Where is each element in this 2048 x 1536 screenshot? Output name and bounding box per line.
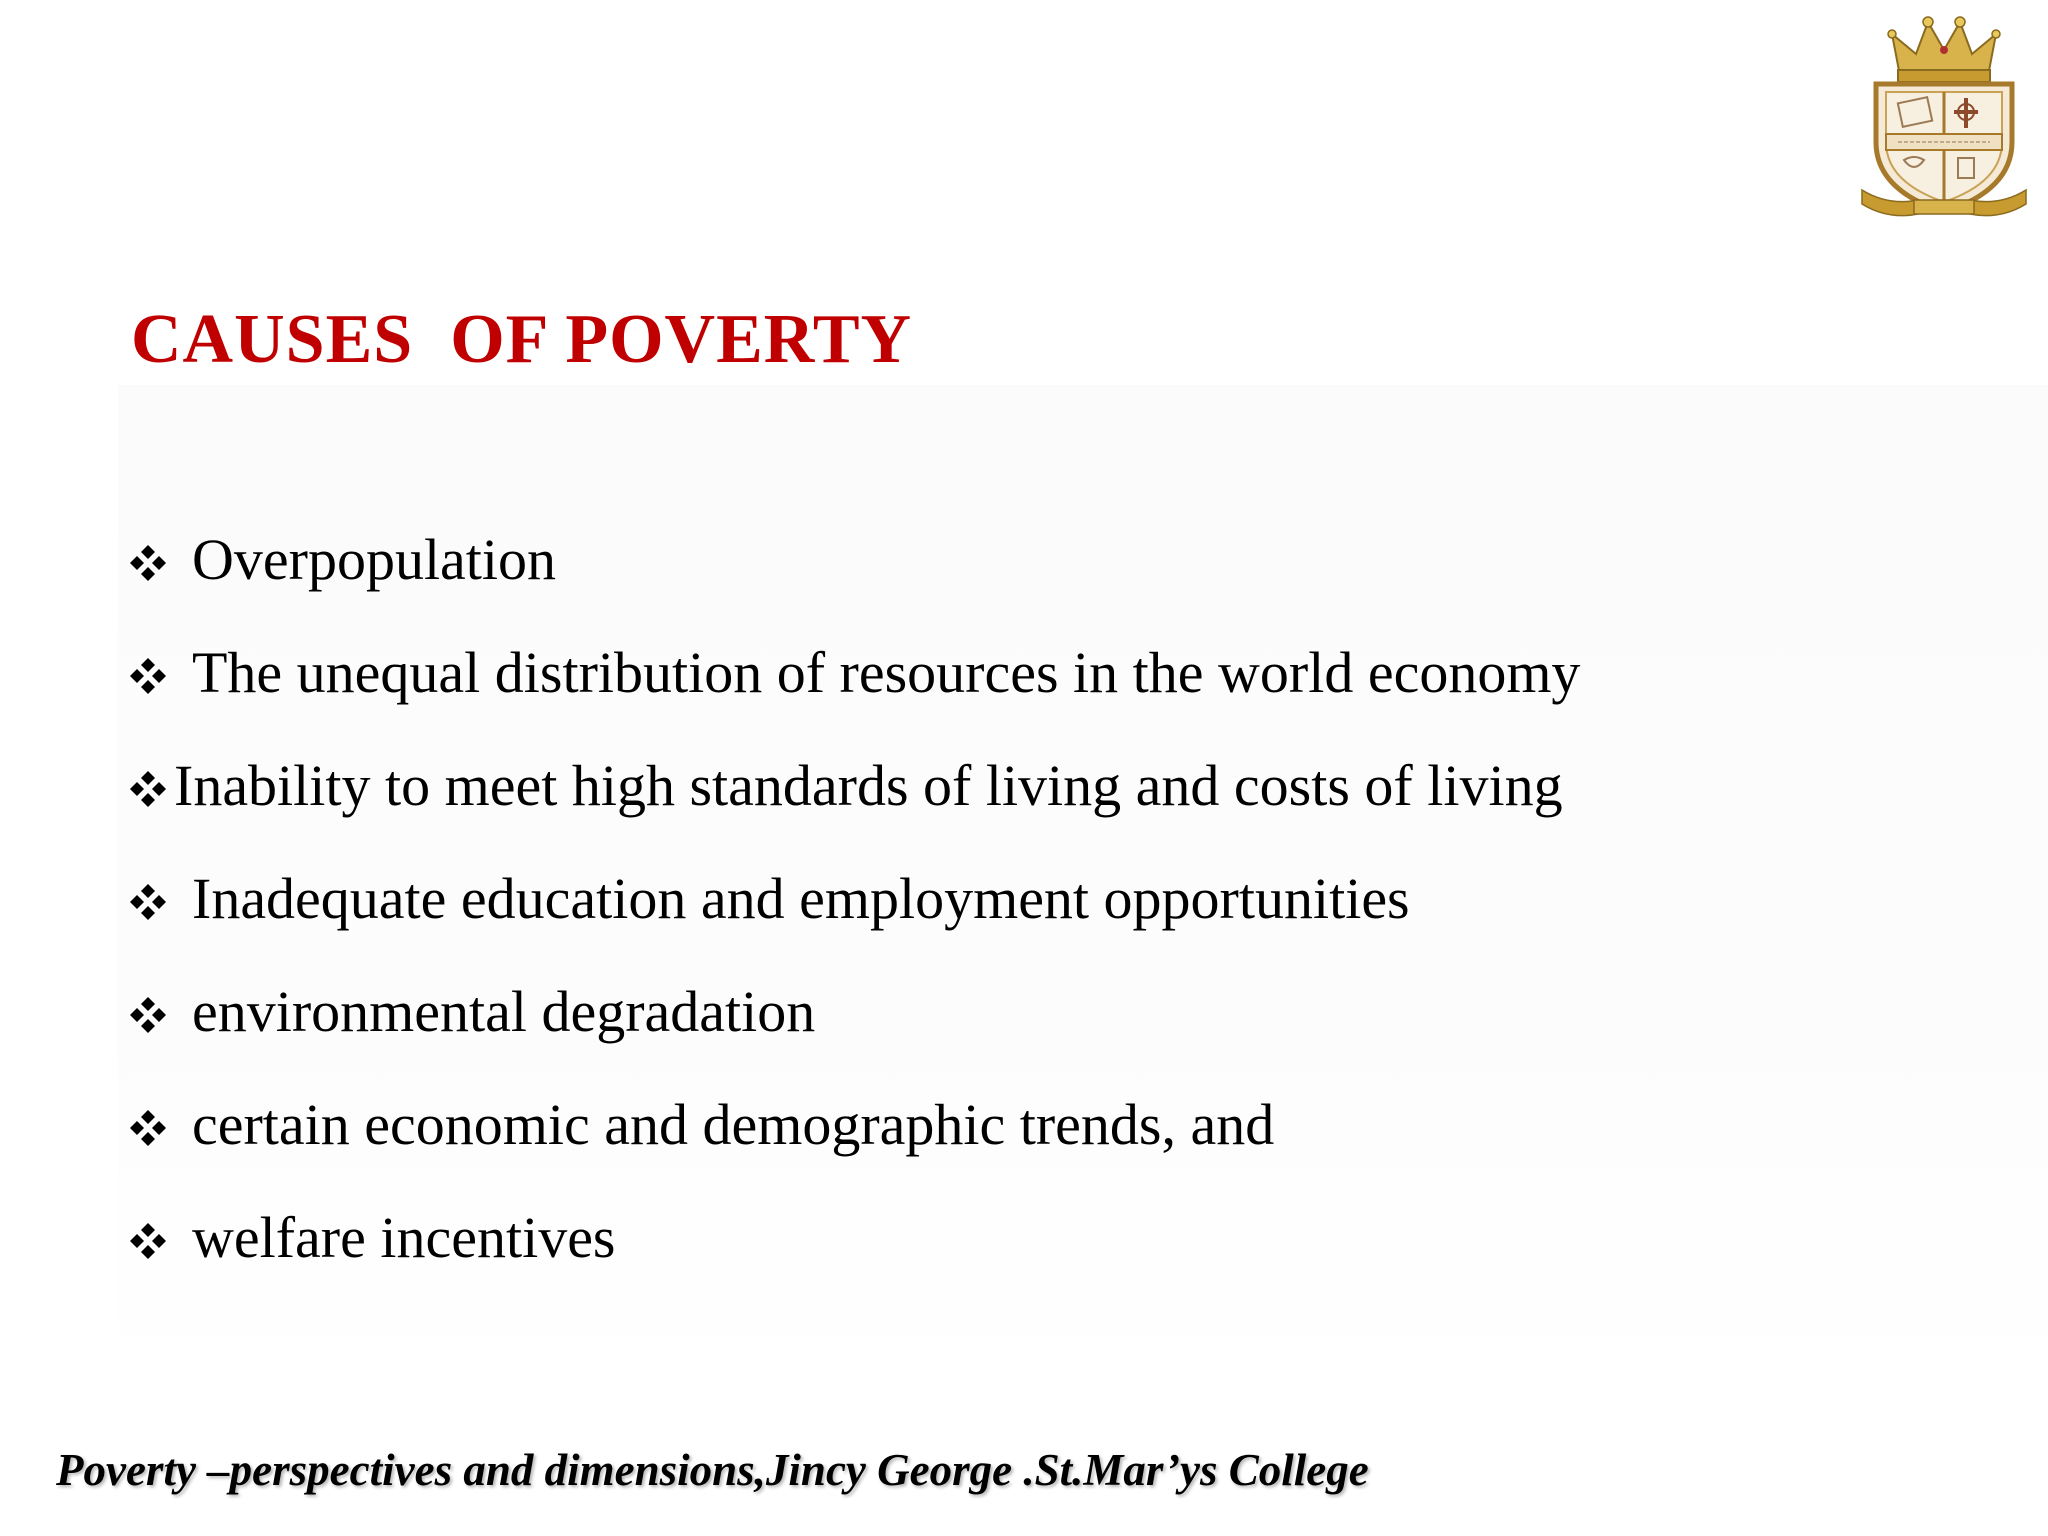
four-diamond-bullet-icon: [126, 520, 170, 600]
bullet-item: [126, 1198, 1580, 1311]
bullet-text: Inability to meet high standards of living and costs of living: [174, 753, 1563, 818]
footer-text: Poverty –perspectives and dimensions,Jincy George .St.Mar’ys College: [56, 1445, 1369, 1495]
four-diamond-bullet-icon: [126, 972, 170, 1052]
bullet-item: [126, 633, 1580, 746]
four-diamond-bullet-icon: [126, 1198, 170, 1278]
bullet-item: [126, 972, 1580, 1085]
four-diamond-bullet-icon: [126, 859, 170, 939]
bullet-text: certain economic and demographic trends, and: [192, 1092, 1275, 1157]
bullet-item: [126, 520, 1580, 633]
slide-title: CAUSES OF POVERTY: [131, 301, 913, 378]
bullet-text: The unequal distribution of resources in the world economy: [192, 640, 1581, 705]
shield-icon: [1876, 84, 2012, 212]
bullet-list: [126, 520, 1580, 1311]
four-diamond-bullet-icon: [126, 746, 170, 826]
college-crest-logo: [1858, 14, 2030, 220]
bullet-item: [126, 1085, 1580, 1198]
bullet-item: [126, 859, 1580, 972]
four-diamond-bullet-icon: [126, 1085, 170, 1165]
bullet-text: Inadequate education and employment opportunities: [192, 866, 1410, 931]
bullet-text: Overpopulation: [192, 527, 557, 592]
four-diamond-bullet-icon: [126, 633, 170, 713]
bullet-text: environmental degradation: [192, 979, 816, 1044]
bullet-text: welfare incentives: [192, 1205, 616, 1270]
crown-icon: [1888, 17, 2000, 82]
bullet-item: [126, 746, 1580, 859]
